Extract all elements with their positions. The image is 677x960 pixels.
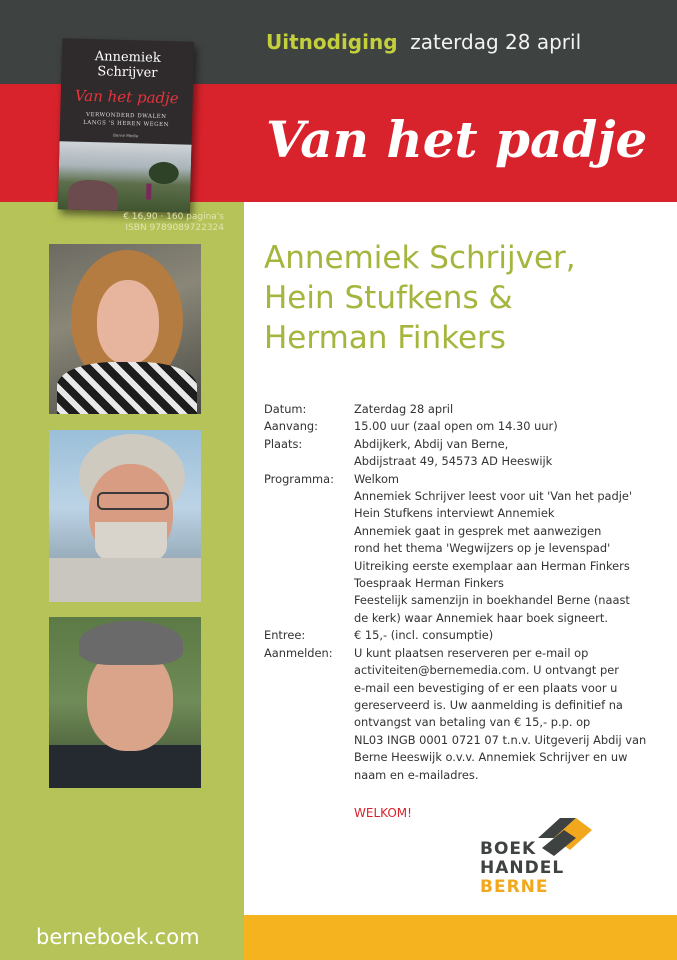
speaker-line: Annemiek Schrijver,	[264, 240, 576, 276]
detail-value: 15.00 uur (zaal open om 14.30 uur)	[354, 419, 558, 434]
book-price-pages: € 16,90 · 160 pagina's	[123, 212, 224, 222]
detail-value: Welkom	[354, 471, 400, 486]
event-details	[264, 401, 654, 784]
detail-label: Datum:	[264, 402, 307, 416]
detail-label	[264, 523, 354, 540]
detail-value: Abdijkerk, Abdij van Berne,	[354, 436, 509, 451]
detail-value: activiteiten@bernemedia.com. U ontvangt per	[354, 663, 619, 678]
detail-label	[264, 505, 354, 522]
portrait-herman-finkers	[49, 617, 201, 788]
speaker-line: Herman Finkers	[264, 320, 506, 356]
detail-row	[264, 697, 654, 714]
detail-value: gereserveerd is. Uw aanmelding is definitief na	[354, 697, 623, 712]
detail-value: naam en e-mailadres.	[354, 767, 479, 782]
boekhandel-berne-logo	[480, 808, 600, 898]
detail-row	[264, 523, 654, 540]
detail-label	[264, 714, 354, 731]
portrait-hein-stufkens	[49, 430, 201, 602]
detail-row	[264, 610, 654, 627]
detail-label	[264, 697, 354, 714]
detail-row	[264, 436, 654, 453]
detail-row	[264, 627, 654, 644]
person-shape	[146, 184, 151, 200]
speaker-names	[264, 238, 576, 358]
detail-label	[264, 453, 354, 470]
detail-label: Aanmelden:	[264, 645, 333, 660]
welcome-text: WELKOM!	[354, 806, 412, 820]
detail-value: Berne Heeswijk o.v.v. Annemiek Schrijver en uw	[354, 750, 628, 765]
detail-value: Annemiek Schrijver leest voor uit 'Van het padje'	[354, 489, 633, 504]
detail-value: de kerk) waar Annemiek haar boek signeert.	[354, 610, 608, 625]
detail-value: Hein Stufkens interviewt Annemiek	[354, 506, 555, 521]
detail-label	[264, 610, 354, 627]
detail-value: Toespraak Herman Finkers	[354, 576, 504, 591]
footer-right	[244, 915, 677, 960]
detail-value: e-mail een bevestiging of er een plaats voor u	[354, 680, 618, 695]
invitation-line	[266, 30, 581, 54]
detail-row	[264, 767, 654, 784]
detail-row	[264, 592, 654, 609]
tree-shape	[148, 162, 179, 185]
detail-value: € 15,- (incl. consumptie)	[354, 628, 494, 643]
detail-label	[264, 558, 354, 575]
book-author: Annemiek Schrijver	[94, 49, 161, 81]
book-publisher: Berne Media	[113, 132, 139, 139]
detail-label	[264, 662, 354, 679]
book-isbn: ISBN 9789089722324	[125, 223, 224, 233]
book-cover-photo	[58, 141, 192, 212]
detail-label: Programma:	[264, 471, 334, 486]
event-title: Van het padje	[266, 110, 648, 169]
detail-label: Aanvang:	[264, 419, 318, 434]
detail-value: rond het thema 'Wegwijzers op je levenspad'	[354, 541, 611, 556]
detail-label	[264, 592, 354, 609]
detail-row	[264, 540, 654, 557]
detail-label	[264, 488, 354, 505]
detail-row	[264, 488, 654, 505]
detail-label: Plaats:	[264, 436, 303, 451]
detail-row	[264, 680, 654, 697]
book-subtitle: VERWONDERD DWALEN LANGS 'S HEREN WEGEN	[83, 111, 169, 129]
detail-value: Zaterdag 28 april	[354, 402, 454, 416]
detail-value: Feestelijk samenzijn in boekhandel Berne (naast	[354, 593, 630, 608]
detail-row	[264, 418, 654, 435]
detail-value: ontvangst van betaling van € 15,- p.p. op	[354, 715, 591, 730]
detail-row	[264, 749, 654, 766]
detail-value: NL03 INGB 0001 0721 07 t.n.v. Uitgeverij Abdij van	[354, 732, 647, 747]
portrait-annemiek-schrijver	[49, 244, 201, 414]
detail-label	[264, 732, 354, 749]
logo-text: BOEK HANDEL BERNE	[480, 839, 565, 897]
detail-value: Annemiek gaat in gesprek met aanwezigen	[354, 523, 602, 538]
detail-row	[264, 471, 654, 488]
detail-value: U kunt plaatsen reserveren per e-mail op	[354, 645, 589, 660]
detail-row	[264, 401, 654, 418]
book-meta	[100, 212, 224, 234]
detail-label	[264, 575, 354, 592]
detail-row	[264, 575, 654, 592]
detail-label	[264, 749, 354, 766]
detail-row	[264, 645, 654, 662]
book-cover	[58, 38, 194, 212]
detail-value: Uitreiking eerste exemplaar aan Herman Finkers	[354, 558, 630, 573]
invitation-date: zaterdag 28 april	[410, 30, 582, 54]
detail-label	[264, 767, 354, 784]
invitation-label: Uitnodiging	[266, 30, 398, 54]
detail-row	[264, 714, 654, 731]
detail-label	[264, 540, 354, 557]
detail-label	[264, 680, 354, 697]
detail-row	[264, 558, 654, 575]
detail-row	[264, 732, 654, 749]
book-title: Van het padje	[74, 86, 179, 108]
rock-shape	[68, 180, 119, 211]
detail-label: Entree:	[264, 628, 306, 643]
detail-row	[264, 453, 654, 470]
detail-row	[264, 662, 654, 679]
footer-url[interactable]: berneboek.com	[36, 925, 200, 949]
detail-value: Abdijstraat 49, 54573 AD Heeswijk	[354, 454, 553, 469]
detail-row	[264, 505, 654, 522]
speaker-line: Hein Stufkens &	[264, 280, 513, 316]
